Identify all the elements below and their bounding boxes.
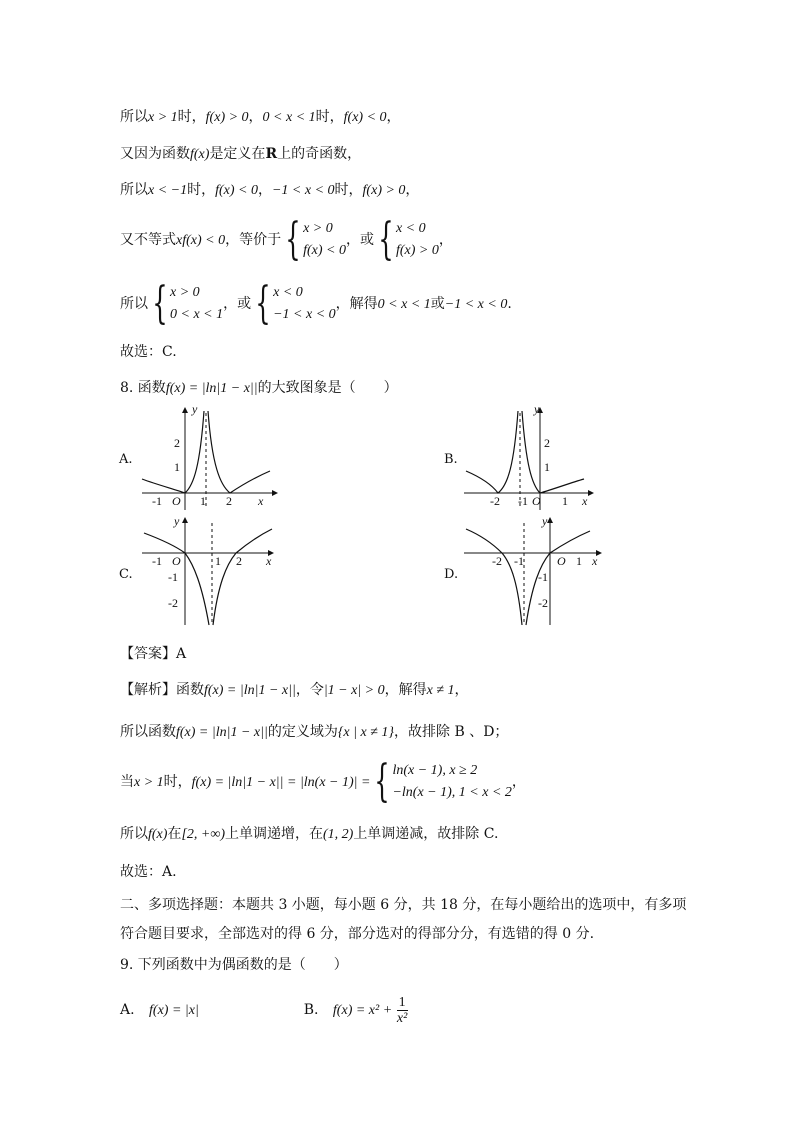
svg-text:-1: -1 [518, 494, 528, 508]
origin-label: O [172, 494, 181, 508]
graph-option-c [138, 515, 278, 629]
svg-text:1: 1 [576, 554, 582, 568]
svg-text:-2: -2 [492, 554, 502, 568]
section-heading-line-1: 二、多项选择题：本题共 3 小题，每小题 6 分，共 18 分，在每小题给出的选项中，有多项 [120, 897, 687, 913]
question-9-options: A. f(x) = |x| B. f(x) = x² + $\frac{1}{\text{x²}}$ [120, 994, 408, 1026]
x-axis-label: x [258, 494, 264, 508]
solution-line-3: 所以x < −1时，f(x) < 0，−1 < x < 0时，f(x) > 0， [120, 182, 420, 198]
option-a-label: A. [119, 452, 133, 467]
question-9: 9. 下列函数中为偶函数的是（ ） [120, 957, 348, 973]
svg-text:1: 1 [200, 494, 206, 508]
svg-text:x: x [266, 554, 272, 568]
section-heading-line-2: 符合题目要求，全部选对的得 6 分，部分选对的得部分分，有选错的得 0 分. [120, 926, 595, 942]
svg-text:1: 1 [562, 494, 568, 508]
option-c-label: C. [119, 567, 133, 582]
svg-text:-1: -1 [538, 570, 548, 584]
svg-text:2: 2 [226, 494, 232, 508]
svg-text:1: 1 [174, 460, 180, 474]
svg-text:-1: -1 [152, 554, 162, 568]
question-8: 8. 函数f(x) = |ln|1 − x||的大致图象是（ ） [120, 380, 398, 396]
answer-choice-prev: 故选：C. [120, 344, 177, 360]
svg-text:y: y [174, 515, 180, 528]
answer-label: 【答案】A [120, 646, 187, 662]
svg-text:-2: -2 [490, 494, 500, 508]
svg-text:x: x [592, 554, 598, 568]
svg-text:2: 2 [544, 436, 550, 450]
graph-option-b [462, 405, 602, 513]
svg-text:-1: -1 [168, 570, 178, 584]
svg-text:1: 1 [544, 460, 550, 474]
svg-text:y: y [542, 515, 548, 528]
option-d-label: D. [444, 567, 459, 582]
svg-text:-2: -2 [168, 596, 178, 610]
analysis-line-2: 所以函数f(x) = |ln|1 − x||的定义域为{x | x ≠ 1}，故排除 B 、D； [120, 724, 509, 740]
svg-text:1: 1 [215, 554, 221, 568]
analysis-conclusion: 故选：A. [120, 864, 177, 880]
option-b-label: B. [444, 452, 458, 467]
option-a-expr: f(x) = |x| [149, 1003, 199, 1018]
svg-text:x: x [582, 494, 588, 508]
graph-option-a [138, 405, 278, 513]
analysis-line-4: 所以f(x)在[2, +∞)上单调递增，在(1, 2)上单调递减，故排除 C. [120, 826, 499, 842]
solution-line-2: 又因为函数f(x)是定义在R上的奇函数， [120, 146, 362, 162]
option-b-label: B. [303, 1002, 319, 1018]
option-b-expr: f(x) = x² + [332, 1003, 393, 1018]
svg-text:2: 2 [174, 436, 180, 450]
analysis-line-3: 当x > 1时，f(x) = |ln|1 − x|| = |ln(x − 1)| ={ ln(x − 1), x ≥ 2 −ln(x − 1), 1 < x < 2 ， [120, 756, 526, 807]
analysis-line-1: 【解析】函数f(x) = |ln|1 − x||，令|1 − x| > 0，解得x ≠ 1， [120, 682, 469, 698]
solution-line-1: 所以x > 1时，f(x) > 0，0 < x < 1时，f(x) < 0， [120, 109, 401, 125]
svg-text:-1: -1 [514, 554, 524, 568]
graph-option-d [462, 515, 604, 629]
svg-text:O: O [532, 494, 541, 508]
svg-text:O: O [172, 554, 181, 568]
svg-text:y: y [534, 405, 540, 416]
svg-text:-2: -2 [538, 596, 548, 610]
svg-text:2: 2 [236, 554, 242, 568]
y-axis-label: y [192, 405, 198, 416]
solution-line-5: 所以{ x > 0 0 < x < 1 ，或{ x < 0 −1 < x < 0 ，解得0 < x < 1或−1 < x < 0. [120, 278, 512, 329]
option-a-label: A. [120, 1002, 135, 1018]
svg-text:-1: -1 [152, 494, 162, 508]
svg-text:O: O [557, 554, 566, 568]
solution-line-4: 又不等式xf(x) < 0，等价于{ x > 0 f(x) < 0 ，或{ x < 0 f(x) > 0 ， [120, 214, 453, 265]
